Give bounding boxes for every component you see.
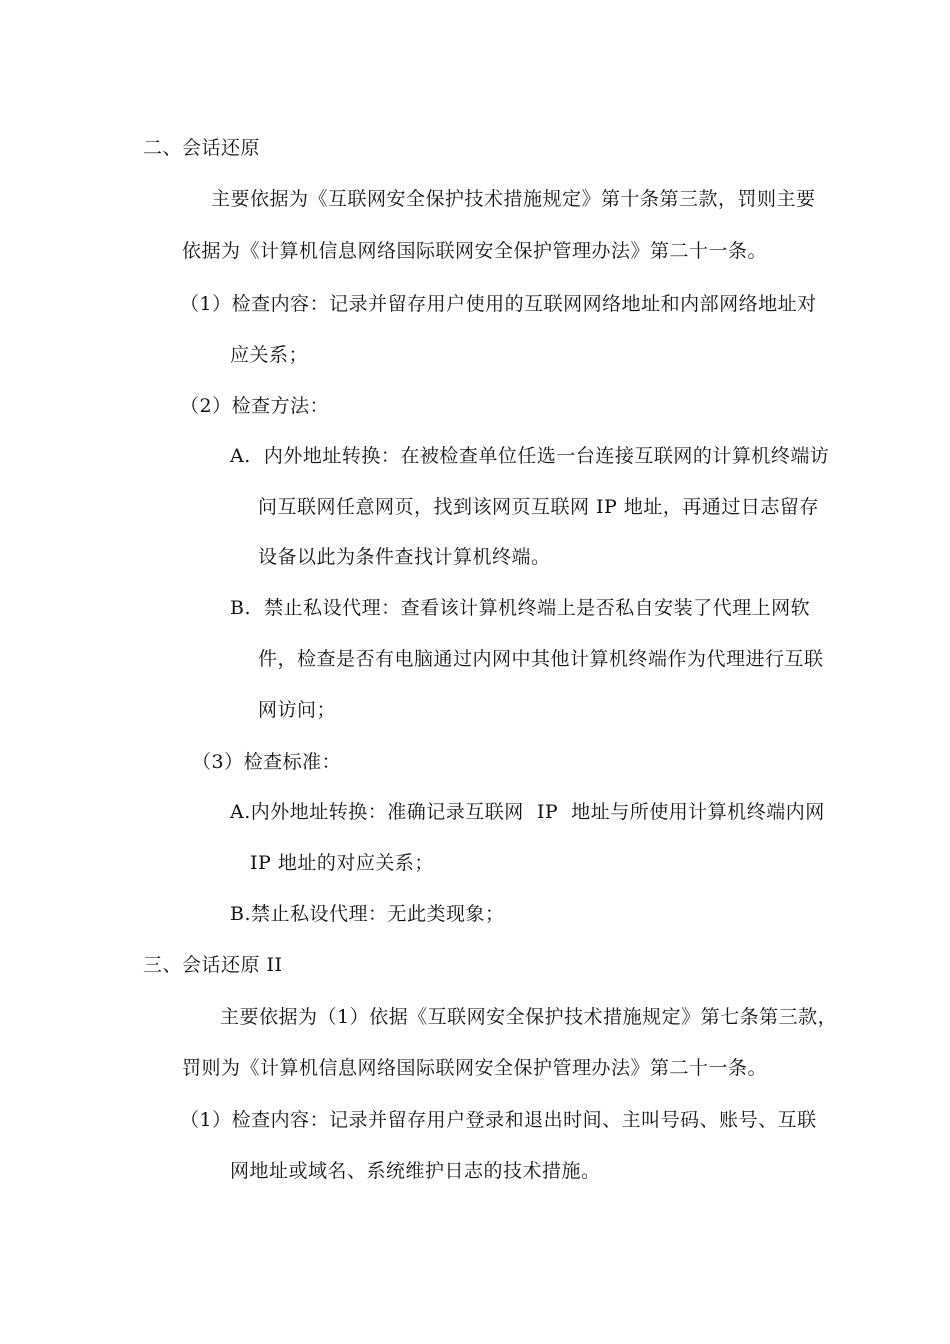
sub-item-continuation: 问互联网任意网页，找到该网页互联网 IP 地址，再通过日志留存 bbox=[258, 496, 819, 518]
list-item-continuation: 应关系； bbox=[230, 344, 309, 366]
paragraph-line: 主要依据为《互联网安全保护技术措施规定》第十条第三款，罚则主要 bbox=[211, 188, 816, 210]
sub-item-continuation: 件，检查是否有电脑通过内网中其他计算机终端作为代理进行互联 bbox=[258, 648, 824, 670]
list-item: （2）检查方法： bbox=[180, 395, 330, 417]
sub-item: A. 内外地址转换：在被检查单位任选一台连接互联网的计算机终端访 bbox=[230, 445, 830, 467]
list-item-continuation: 网地址或域名、系统维护日志的技术措施。 bbox=[230, 1160, 601, 1182]
paragraph-line: 罚则为《计算机信息网络国际联网安全保护管理办法》第二十一条。 bbox=[182, 1057, 768, 1079]
list-item: （1）检查内容：记录并留存用户使用的互联网网络地址和内部网络地址对 bbox=[180, 293, 817, 315]
list-item: （3）检查标准： bbox=[192, 751, 342, 773]
sub-item: B. 禁止私设代理：查看该计算机终端上是否私自安装了代理上网软 bbox=[230, 597, 811, 619]
sub-item-continuation: 设备以此为条件查找计算机终端。 bbox=[258, 546, 551, 568]
sub-item: A.内外地址转换：准确记录互联网 IP 地址与所使用计算机终端内网 bbox=[230, 801, 825, 823]
section-heading: 三、会话还原 II bbox=[143, 954, 283, 976]
section-heading: 二、会话还原 bbox=[143, 137, 261, 159]
list-item: （1）检查内容：记录并留存用户登录和退出时间、主叫号码、账号、互联 bbox=[180, 1109, 817, 1131]
sub-item: B.禁止私设代理：无此类现象； bbox=[230, 903, 505, 925]
paragraph-line: 依据为《计算机信息网络国际联网安全保护管理办法》第二十一条。 bbox=[182, 240, 768, 262]
paragraph-line: 主要依据为（1）依据《互联网安全保护技术措施规定》第七条第三款， bbox=[220, 1006, 838, 1028]
sub-item-continuation: 网访问； bbox=[258, 699, 337, 721]
sub-item-continuation: IP 地址的对应关系； bbox=[250, 852, 434, 874]
